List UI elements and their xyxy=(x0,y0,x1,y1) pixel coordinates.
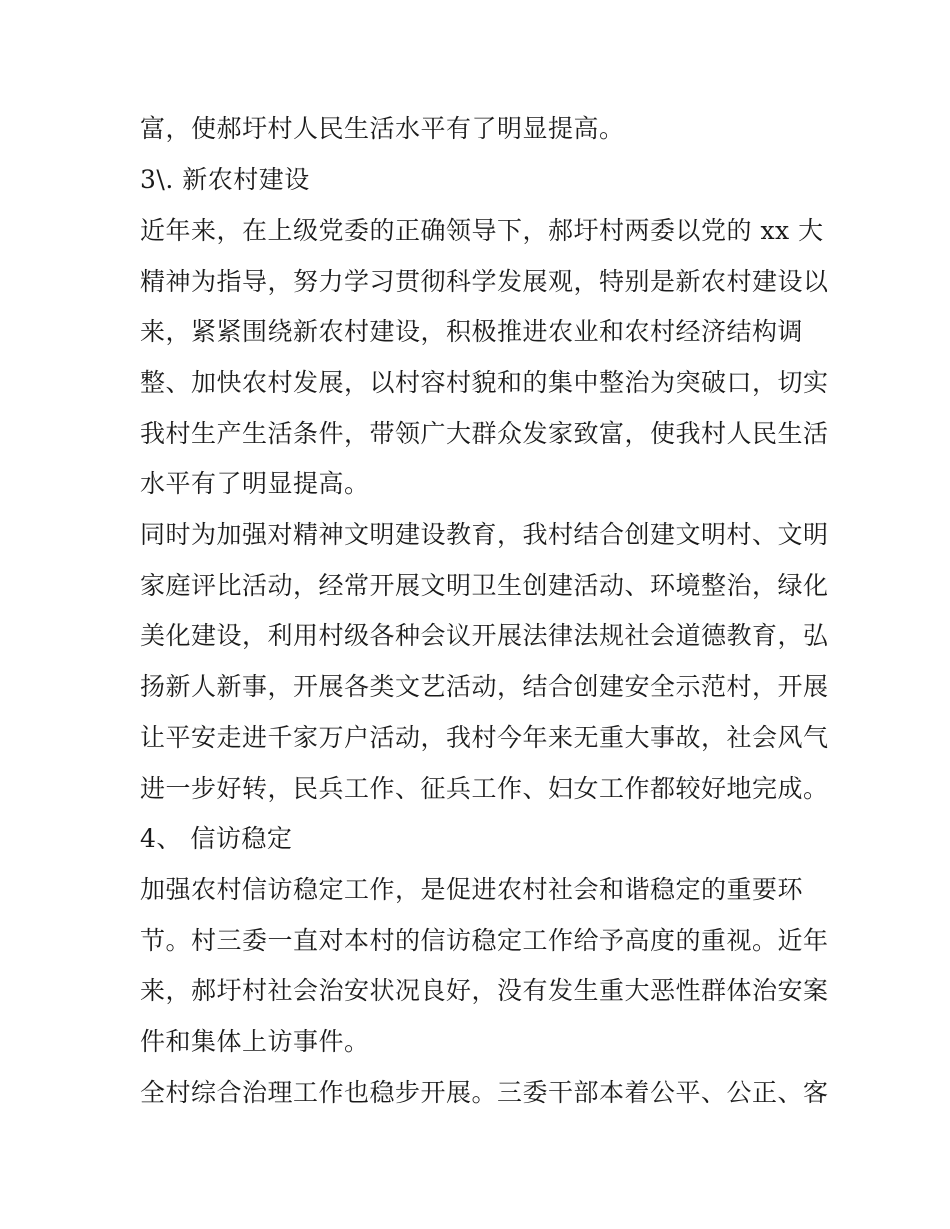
text-line-16: 加强农村信访稳定工作，是促进农村社会和谐稳定的重要环 xyxy=(140,875,804,904)
text-line-14: 进一步好转，民兵工作、征兵工作、妇女工作都较好地完成。 xyxy=(140,774,829,803)
text-line-19: 件和集体上访事件。 xyxy=(140,1027,370,1056)
text-line-8: 水平有了明显提高。 xyxy=(140,469,370,498)
text-line-20: 全村综合治理工作也稳步开展。三委干部本着公平、公正、客 xyxy=(140,1078,829,1107)
text-line-4: 精神为指导，努力学习贯彻科学发展观，特别是新农村建设以 xyxy=(140,267,829,296)
text-line-9: 同时为加强对精神文明建设教育，我村结合创建文明村、文明 xyxy=(140,520,829,549)
text-line-12: 扬新人新事，开展各类文艺活动，结合创建安全示范村，开展 xyxy=(140,672,829,701)
text-line-10: 家庭评比活动，经常开展文明卫生创建活动、环境整治，绿化 xyxy=(140,571,829,600)
text-line-13: 让平安走进千家万户活动，我村今年来无重大事故，社会风气 xyxy=(140,723,829,752)
section-heading-4: 4、 信访稳定 xyxy=(140,824,293,853)
text-line-7: 我村生产生活条件，带领广大群众发家致富，使我村人民生活 xyxy=(140,419,829,448)
text-line-5: 来，紧紧围绕新农村建设，积极推进农业和农村经济结构调 xyxy=(140,317,804,346)
text-line-1: 富，使郝圩村人民生活水平有了明显提高。 xyxy=(140,114,625,143)
text-line-6: 整、加快农村发展，以村容村貌和的集中整治为突破口，切实 xyxy=(140,368,829,397)
text-line-18: 来，郝圩村社会治安状况良好，没有发生重大恶性群体治安案 xyxy=(140,976,829,1005)
text-line-3: 近年来，在上级党委的正确领导下，郝圩村两委以党的 xx 大 xyxy=(140,216,824,245)
text-line-11: 美化建设，利用村级各种会议开展法律法规社会道德教育，弘 xyxy=(140,621,829,650)
text-line-17: 节。村三委一直对本村的信访稳定工作给予高度的重视。近年 xyxy=(140,926,829,955)
section-heading-3: 3\. 新农村建设 xyxy=(140,165,310,194)
